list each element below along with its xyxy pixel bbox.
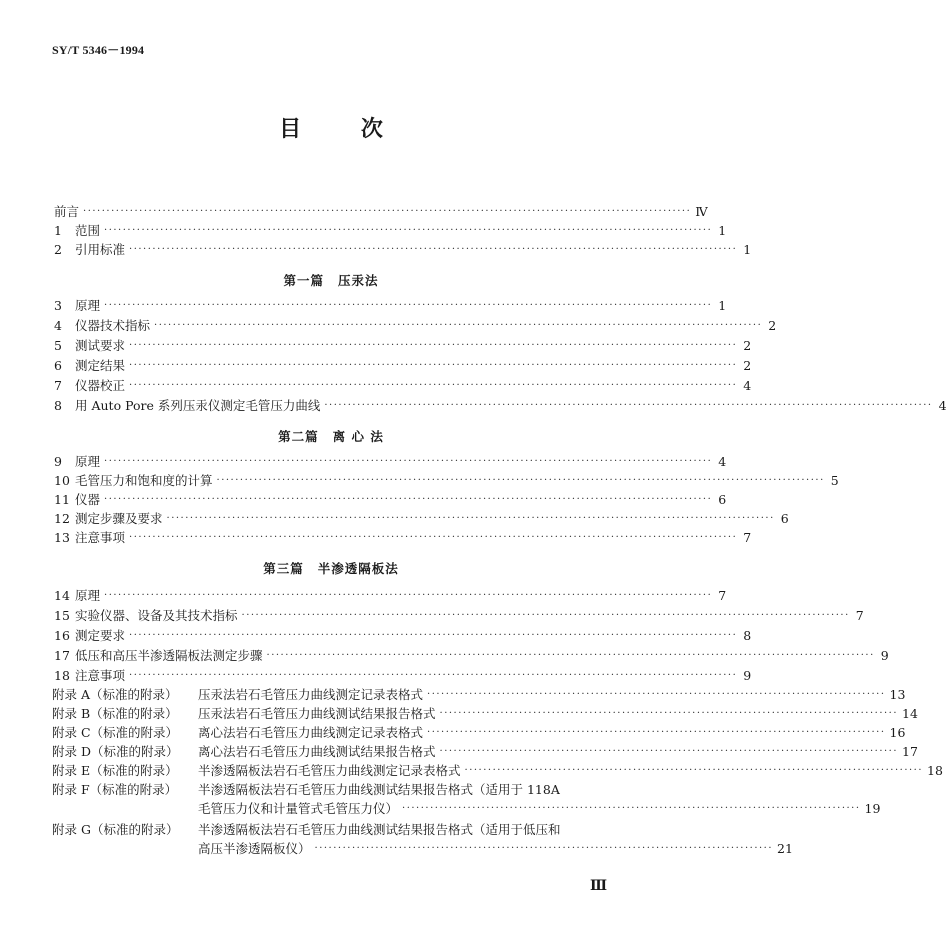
toc-entry[interactable] xyxy=(54,297,727,315)
leader-dots: ·································································································· xyxy=(314,843,774,854)
toc-entry[interactable] xyxy=(54,647,889,665)
leader-dots: ·································································································· xyxy=(464,765,924,776)
toc-entry-page: 2 xyxy=(743,358,752,373)
appendix-label: 附录 E（标准的附录） xyxy=(52,763,178,778)
leader-dots: ·································································································································· xyxy=(129,340,738,351)
toc-entry-label: 前言 xyxy=(54,204,80,219)
leader-dots: ·································································································································· xyxy=(129,380,738,391)
toc-entry-number: 15 xyxy=(54,608,70,623)
appendix-title: 半渗透隔板法岩石毛管压力曲线测定记录表格式 xyxy=(198,763,461,778)
leader-dots: ·································································································································· xyxy=(266,650,875,661)
leader-dots: ·································································································· xyxy=(439,746,899,757)
toc-entry-page: 4 xyxy=(718,454,727,469)
leader-dots: ·································································································································· xyxy=(241,610,850,621)
toc-entry-number: 17 xyxy=(54,648,70,663)
toc-entry-foreword[interactable] xyxy=(54,203,708,221)
toc-entry-page: 1 xyxy=(718,223,727,238)
toc-entry-number: 14 xyxy=(54,588,70,603)
toc-entry-number: 8 xyxy=(54,398,62,413)
toc-entry[interactable] xyxy=(54,529,752,547)
toc-entry[interactable] xyxy=(54,587,727,605)
toc-entry-page: 7 xyxy=(718,588,727,603)
leader-dots: ·································································································································· xyxy=(216,475,825,486)
appendix-label: 附录 F（标准的附录） xyxy=(52,782,178,797)
toc-entry-label: 测定步骤及要求 xyxy=(75,511,163,526)
toc-entry-label: 实验仪器、设备及其技术指标 xyxy=(75,608,238,623)
toc-entry-page: 5 xyxy=(830,473,839,488)
leader-dots: ·································································································································· xyxy=(129,630,738,641)
appendix-title: 压汞法岩石毛管压力曲线测定记录表格式 xyxy=(198,687,424,702)
appendix-label: 附录 G（标准的附录） xyxy=(52,822,179,837)
appendix-page: 18 xyxy=(927,763,943,778)
toc-entry-number: 1 xyxy=(54,223,62,238)
toc-entry[interactable] xyxy=(54,317,777,335)
toc-entry[interactable] xyxy=(54,377,752,395)
toc-entry-label: 毛管压力和饱和度的计算 xyxy=(75,473,213,488)
toc-entry-label: 范围 xyxy=(75,223,101,238)
toc-entry-number: 9 xyxy=(54,454,62,469)
toc-entry-number: 3 xyxy=(54,298,62,313)
leader-dots: ·································································································· xyxy=(402,803,861,814)
appendix-label: 附录 B（标准的附录） xyxy=(52,706,178,721)
toc-entry-number: 7 xyxy=(54,378,62,393)
toc-entry-page: 7 xyxy=(855,608,864,623)
toc-entry-label: 仪器校正 xyxy=(75,378,126,393)
appendix-title: 压汞法岩石毛管压力曲线测试结果报告格式 xyxy=(198,706,436,721)
toc-entry-label: 原理 xyxy=(75,454,101,469)
toc-entry-label: 仪器技术指标 xyxy=(75,318,151,333)
appendix-entry-continuation[interactable] xyxy=(52,800,881,818)
toc-entry-number: 6 xyxy=(54,358,62,373)
leader-dots: ·································································································································· xyxy=(129,244,738,255)
part-heading xyxy=(0,559,662,577)
toc-entry-page: 1 xyxy=(743,242,752,257)
toc-entry[interactable] xyxy=(54,453,727,471)
appendix-title-continued: 高压半渗透隔板仪） xyxy=(198,841,311,856)
part-number: 第二篇 xyxy=(278,429,319,444)
part-title: 离 心 法 xyxy=(332,429,384,444)
appendix-label: 附录 A（标准的附录） xyxy=(52,687,178,702)
toc-entry-page: Ⅳ xyxy=(695,204,708,219)
part-heading xyxy=(0,427,662,445)
appendix-page: 19 xyxy=(864,801,881,816)
leader-dots: ·································································································································· xyxy=(104,300,713,311)
appendix-page: 16 xyxy=(889,725,906,740)
toc-entry-label: 引用标准 xyxy=(75,242,126,257)
toc-entry-number: 12 xyxy=(54,511,70,526)
toc-entry[interactable] xyxy=(54,472,839,490)
part-heading xyxy=(0,271,662,289)
toc-entry[interactable] xyxy=(54,222,727,240)
toc-entry-number: 18 xyxy=(54,668,70,683)
toc-entry[interactable] xyxy=(54,337,752,355)
leader-dots: ·································································································································· xyxy=(104,456,713,467)
standard-code: SY/T 5346－1994 xyxy=(52,43,145,57)
appendix-entry-continuation[interactable] xyxy=(52,840,793,858)
leader-dots: ·································································································································· xyxy=(166,513,775,524)
leader-dots: ·································································································································· xyxy=(104,225,713,236)
leader-dots: ·································································································································· xyxy=(104,494,713,505)
appendix-title-continued: 毛管压力仪和计量管式毛管压力仪） xyxy=(198,801,399,816)
leader-dots: ·································································································································· xyxy=(154,320,763,331)
appendix-label: 附录 C（标准的附录） xyxy=(52,725,179,740)
toc-entry-label: 用 Auto Pore 系列压汞仪测定毛管压力曲线 xyxy=(75,398,321,413)
appendix-label: 附录 D（标准的附录） xyxy=(52,744,179,759)
toc-entry-page: 6 xyxy=(780,511,789,526)
leader-dots: ·································································································································· xyxy=(129,360,738,371)
leader-dots: ·································································································· xyxy=(439,708,899,719)
appendix-entry[interactable] xyxy=(52,724,906,742)
toc-entry-page: 4 xyxy=(743,378,752,393)
part-title: 压汞法 xyxy=(338,273,379,288)
toc-entry-number: 4 xyxy=(54,318,62,333)
appendix-entry[interactable] xyxy=(52,705,918,723)
toc-entry-number: 11 xyxy=(54,492,70,507)
toc-entry-number: 5 xyxy=(54,338,62,353)
appendix-title: 半渗透隔板法岩石毛管压力曲线测试结果报告格式（适用于 118A xyxy=(198,782,560,797)
toc-entry[interactable] xyxy=(54,397,947,415)
leader-dots: ·································································································································· xyxy=(324,400,933,411)
page-number: Ⅲ xyxy=(590,879,608,894)
toc-entry-number: 13 xyxy=(54,530,70,545)
leader-dots: ·································································································· xyxy=(427,727,886,738)
part-title: 半渗透隔板法 xyxy=(317,561,399,576)
toc-entry-page: 7 xyxy=(743,530,752,545)
toc-entry-page: 2 xyxy=(768,318,777,333)
appendix-title: 半渗透隔板法岩石毛管压力曲线测试结果报告格式（适用于低压和 xyxy=(198,822,561,837)
toc-entry-label: 仪器 xyxy=(75,492,101,507)
toc-entry-page: 6 xyxy=(718,492,727,507)
part-number: 第三篇 xyxy=(263,561,304,576)
appendix-entry[interactable] xyxy=(52,762,943,780)
appendix-page: 21 xyxy=(777,841,793,856)
toc-entry-label: 测定要求 xyxy=(75,628,126,643)
toc-entry-label: 原理 xyxy=(75,588,101,603)
toc-entry[interactable] xyxy=(54,607,864,625)
toc-entry[interactable] xyxy=(54,491,727,509)
appendix-entry[interactable] xyxy=(52,821,638,839)
appendix-page: 14 xyxy=(902,706,918,721)
toc-entry-page: 4 xyxy=(938,398,947,413)
appendix-title: 离心法岩石毛管压力曲线测定记录表格式 xyxy=(198,725,424,740)
leader-dots: ·································································································································· xyxy=(129,670,738,681)
leader-dots: ·································································································· xyxy=(427,689,886,700)
leader-dots: ·································································································································· xyxy=(104,590,713,601)
toc-entry-label: 注意事项 xyxy=(75,668,126,683)
leader-dots: ·································································································································· xyxy=(129,532,738,543)
toc-entry[interactable] xyxy=(54,667,752,685)
part-number: 第一篇 xyxy=(283,273,324,288)
appendix-page: 17 xyxy=(902,744,918,759)
toc-entry-label: 注意事项 xyxy=(75,530,126,545)
toc-entry-number: 2 xyxy=(54,242,62,257)
toc-entry-label: 低压和高压半渗透隔板法测定步骤 xyxy=(75,648,263,663)
appendix-entry[interactable] xyxy=(52,781,638,799)
appendix-entry[interactable] xyxy=(52,686,906,704)
toc-entry[interactable] xyxy=(54,357,752,375)
appendix-page: 13 xyxy=(889,687,906,702)
toc-entry[interactable] xyxy=(54,627,752,645)
toc-entry-page: 1 xyxy=(718,298,727,313)
toc-entry-page: 9 xyxy=(743,668,752,683)
leader-dots: ·································································································································· xyxy=(83,206,692,217)
toc-entry-number: 16 xyxy=(54,628,70,643)
toc-entry-label: 测定结果 xyxy=(75,358,126,373)
toc-entry-page: 2 xyxy=(743,338,752,353)
toc-entry-page: 9 xyxy=(880,648,889,663)
toc-entry-number: 10 xyxy=(54,473,70,488)
appendix-title: 离心法岩石毛管压力曲线测试结果报告格式 xyxy=(198,744,436,759)
appendix-entry[interactable] xyxy=(52,743,918,761)
toc-entry-label: 测试要求 xyxy=(75,338,126,353)
toc-entry[interactable] xyxy=(54,510,789,528)
toc-entry-page: 8 xyxy=(743,628,752,643)
page-title: 目 次 xyxy=(279,117,409,142)
toc-entry-label: 原理 xyxy=(75,298,101,313)
toc-entry[interactable] xyxy=(54,241,752,259)
